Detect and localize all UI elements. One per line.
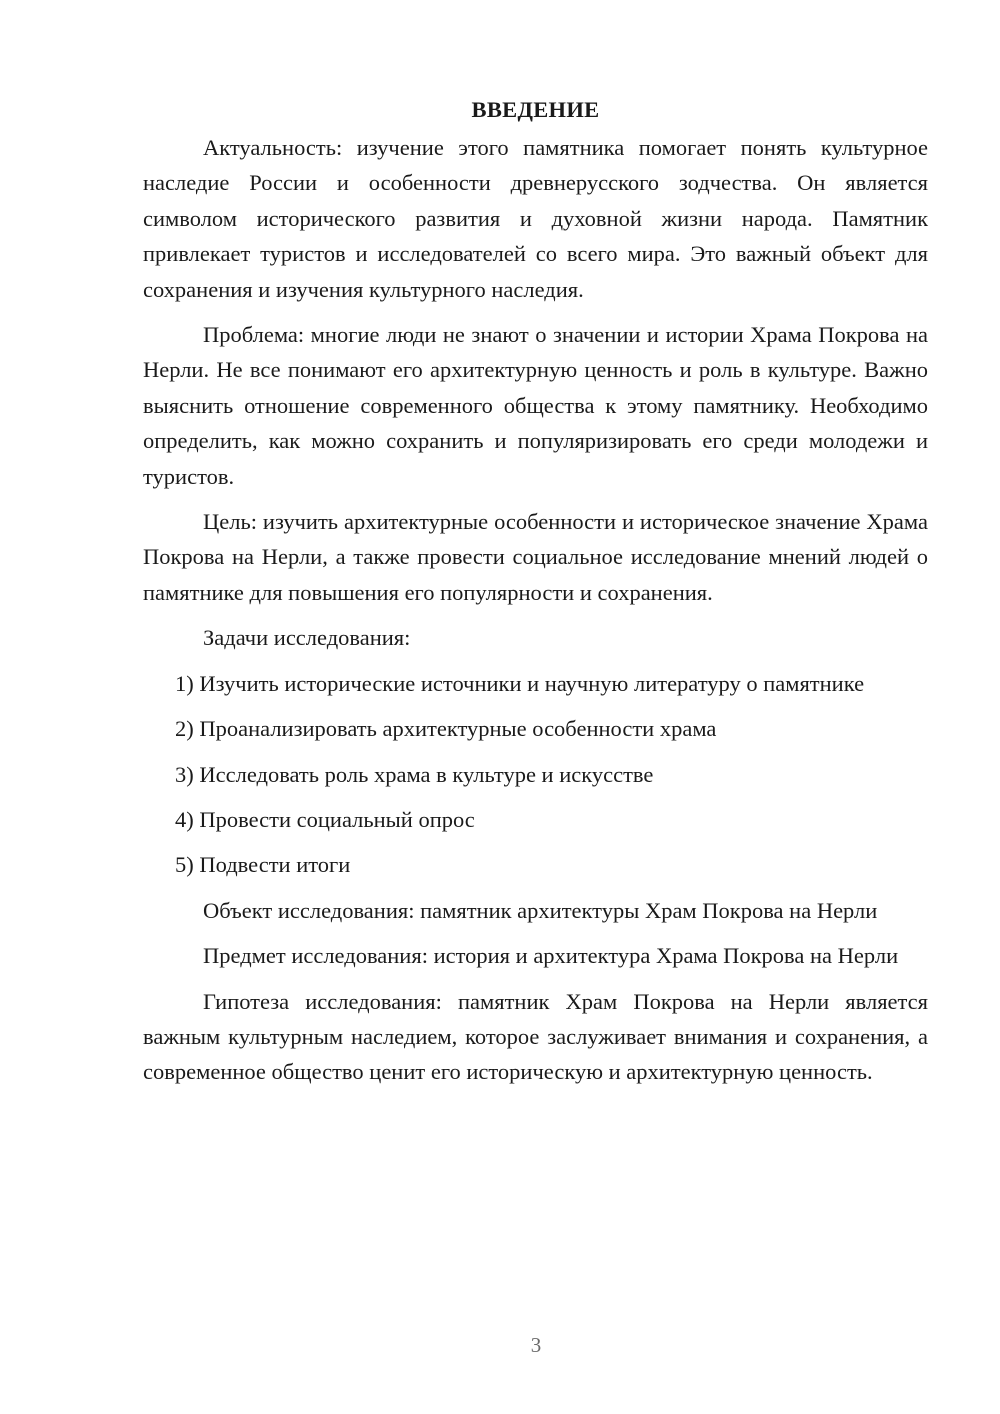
task-item: 1) Изучить исторические источники и научную литературу о памятнике (175, 670, 865, 696)
problem-paragraph: Проблема: многие люди не знают о значении и истории Храма Покрова на Нерли. Не все понимают его архитектурную ценность и роль в культуре. Важно выяснить отношение современного общества к этому памятнику. Необходимо определить, как можно сохранить и популяризировать его среди молодежи и туристов. (143, 322, 928, 489)
hypothesis-paragraph: Гипотеза исследования: памятник Храм Покрова на Нерли является важным культурным наследием, которое заслуживает внимания и сохранения, а современное общество ценит его историческую и архитектурную ценность. (143, 988, 928, 1085)
goal-paragraph: Цель: изучить архитектурные особенности и историческое значение Храма Покрова на Нерли, а также провести социальное исследование мнений людей о памятнике для повышения его популярности и сохранения. (143, 509, 928, 605)
task-item: 4) Провести социальный опрос (175, 806, 475, 832)
task-item: 3) Исследовать роль храма в культуре и искусстве (175, 761, 654, 787)
subject-paragraph: Предмет исследования: история и архитектура Храма Покрова на Нерли (203, 943, 899, 969)
task-item: 5) Подвести итоги (175, 852, 351, 878)
page-heading: ВВЕДЕНИЕ (471, 97, 600, 122)
object-paragraph: Объект исследования: памятник архитектуры Храм Покрова на Нерли (203, 897, 878, 923)
task-item: 2) Проанализировать архитектурные особенности храма (175, 716, 717, 742)
page-content (143, 92, 928, 1100)
relevance-paragraph: Актуальность: изучение этого памятника помогает понять культурное наследие России и особенности древнерусского зодчества. Он является символом исторического развития и духовной жизни народа. Памятник привлекает туристов и исследователей со всего мира. Это важный объект для сохранения и изучения культурного наследия. (143, 135, 928, 302)
tasks-heading: Задачи исследования: (203, 625, 411, 651)
tasks-list (143, 666, 928, 883)
page-number: 3 (530, 1333, 542, 1357)
